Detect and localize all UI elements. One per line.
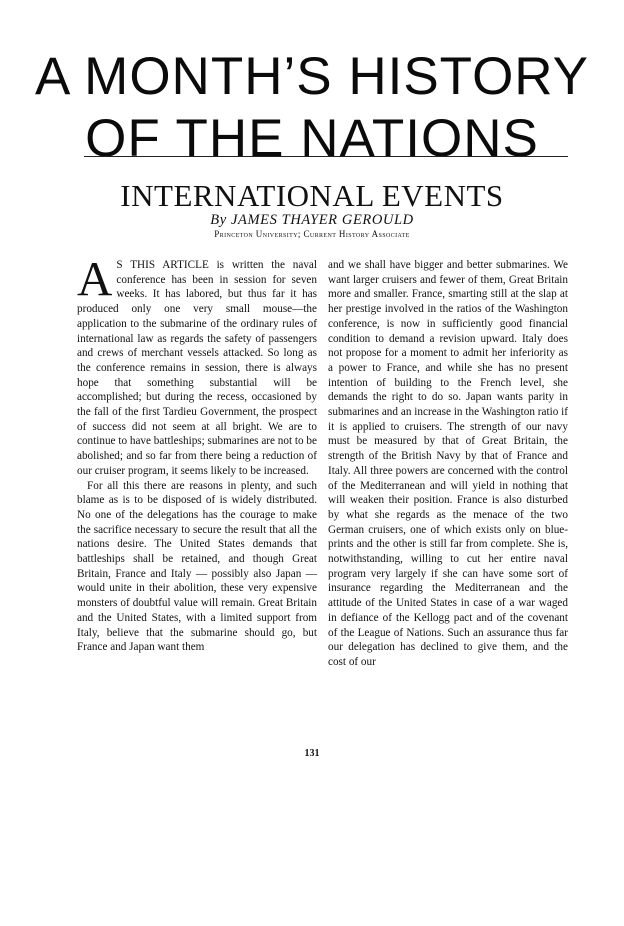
header-divider	[84, 156, 568, 157]
header-title-line1: A MONTH’S HISTORY	[35, 47, 589, 106]
drop-cap: A	[77, 251, 113, 306]
article-column-right	[328, 258, 568, 670]
header-title-line2: OF THE NATIONS	[85, 109, 539, 168]
author-byline: By JAMES THAYER GEROULD	[210, 212, 414, 228]
author-affiliation: Princeton University; Current History Associate	[214, 229, 410, 239]
page-header	[0, 46, 624, 170]
article-paragraph	[77, 251, 317, 479]
section-title: INTERNATIONAL EVENTS	[120, 178, 504, 213]
article-column-left	[77, 251, 317, 655]
page-number: 131	[304, 748, 320, 759]
article-paragraph: and we shall have bigger and better submarines. We want larger cruisers and fewer of them, Great Britain more and smaller. France, smarting still at the slap at her prestige involved in the ratios of the Washington conference, is now in sufficiently good financial condition to demand a revision upward. Italy does not propose for a moment to admit her inferiority as a power to France, and while she has no present intention of building to the French level, she demands the right to do so. Japan wants parity in submarines and an increase in the Washington ratio if it is applied to cruisers. The strength of our navy must be measured by that of Great Britain, the strength of the British Navy by that of France and Italy. All three powers are concerned with the control of the Mediterranean and will yield in nothing that will weaken their position. France is also disturbed by what she regards as the menace of the two German cruisers, one of which exists only on blue-prints and the other is still far from complete. She is, notwithstanding, willing to cut her entire naval program very largely if she can have some sort of insurance regarding the Mediterranean and the attitude of the United States in case of a war waged in defiance of the Kellogg pact and of the covenant of the League of Nations. Such an assurance thus far our delegation has declined to give them, and the cost of our	[328, 259, 568, 668]
paragraph-text: S THIS ARTICLE is written the naval conference has been in session for seven weeks. It has labored, but thus far it has produced only one very small mouse—the application to the submarine of the ordinary rules of international law as regards the safety of passengers and crews of merchant vessels attacked. So long as the conference remains in session, there is always hope that something substantial will be accomplished; but during the recess, occasioned by the fall of the first Tardieu Government, the prospect of success did not seem at all bright. We are to continue to have battleships; submarines are not to be abolished; and so far from there being a reduction of our cruiser program, it seems likely to be increased.	[77, 259, 317, 477]
article-paragraph: For all this there are reasons in plenty, and such blame as is to be disposed of is widely distributed. No one of the delegations has the courage to make the sacrifice necessary to secure the result that all the nations desire. The United States demands that battleships shall be retained, and though Great Britain, France and Italy — possibly also Japan — would unite in their abolition, these very expensive monsters of doubtful value will remain. Great Britain and the United States, with a limited support from Italy, believe that the submarine should go, but France and Japan want them	[77, 479, 317, 654]
